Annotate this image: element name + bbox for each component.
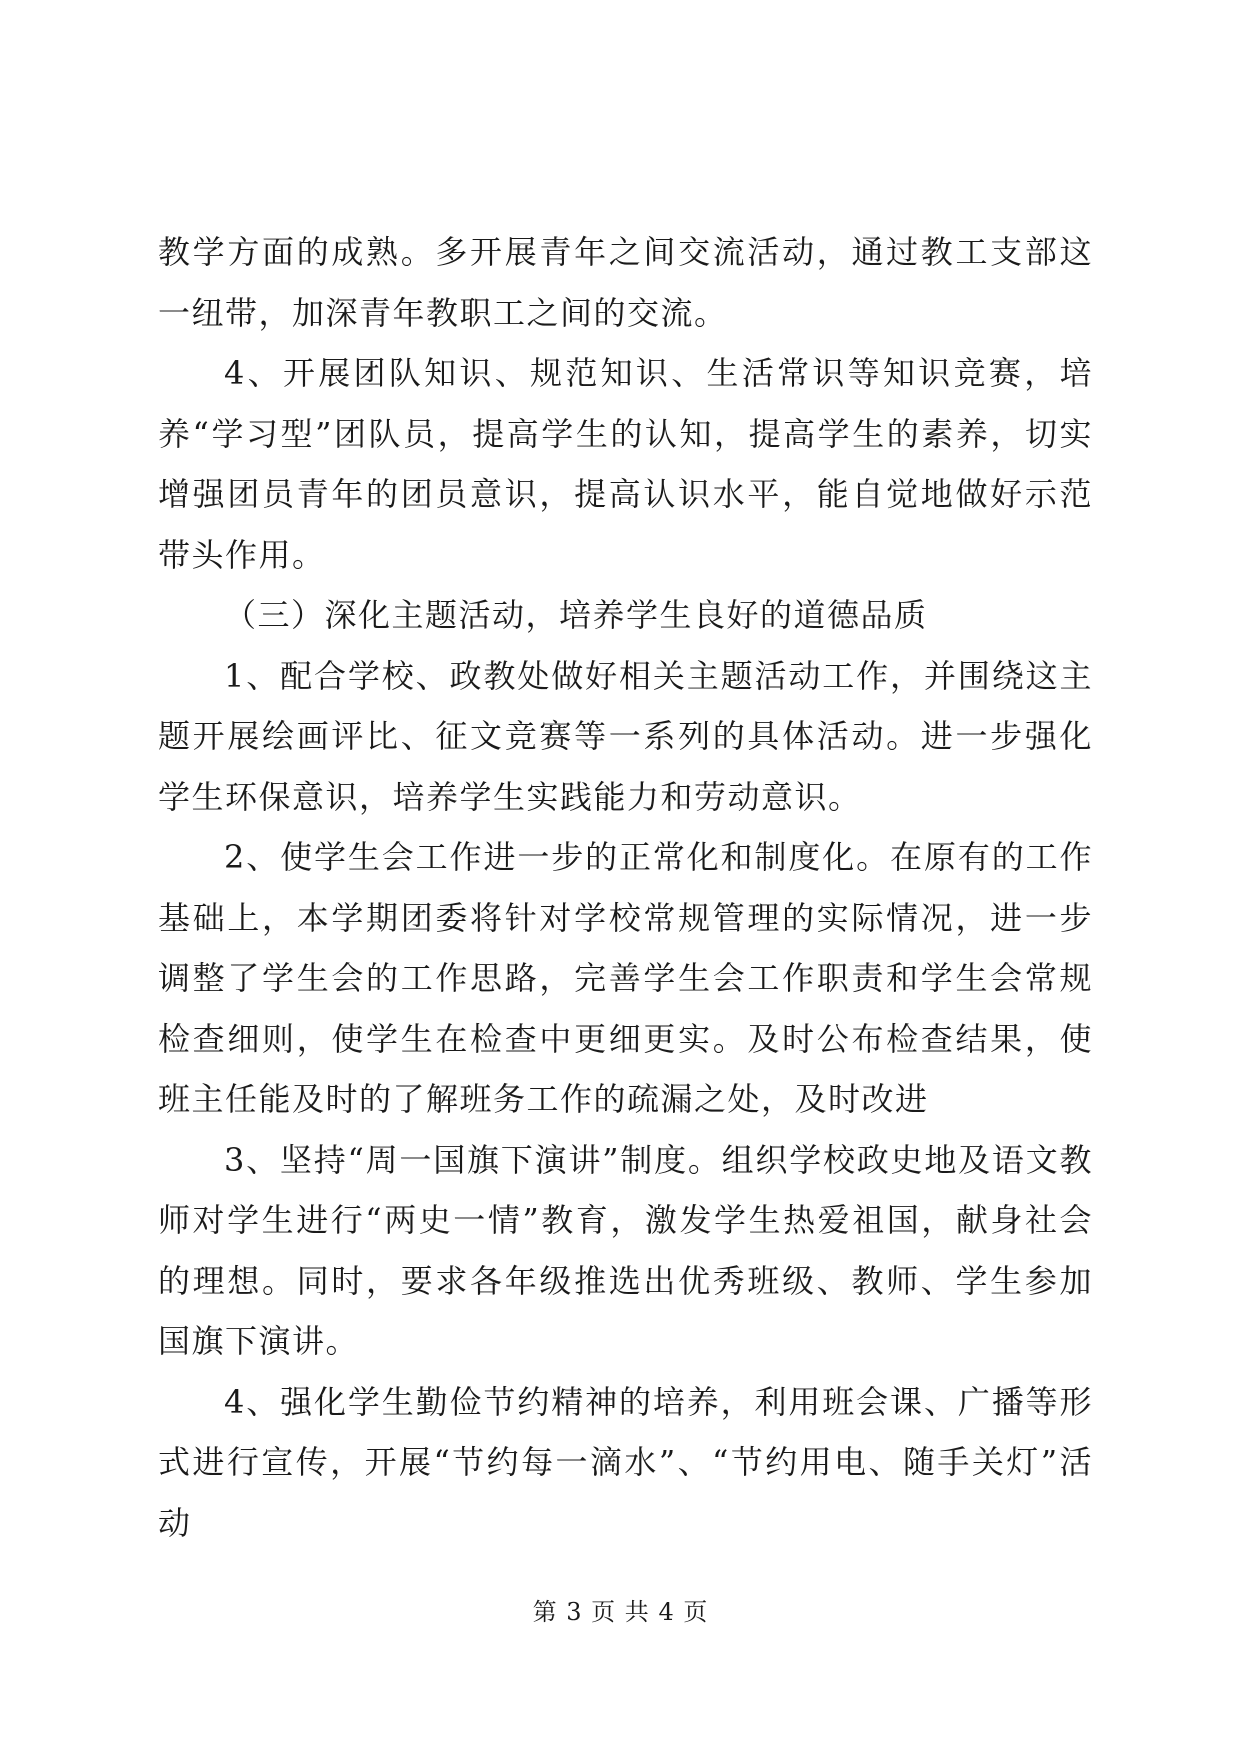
paragraph-3: 1、配合学校、政教处做好相关主题活动工作，并围绕这主题开展绘画评比、征文竞赛等一系列的具体活动。进一步强化学生环保意识，培养学生实践能力和劳动意识。 — [158, 656, 1093, 816]
paragraph-5: 3、坚持“周一国旗下演讲”制度。组织学校政史地及语文教师对学生进行“两史一情”教育，激发学生热爱祖国，献身社会的理想。同时，要求各年级推选出优秀班级、教师、学生参加国旗下演讲。 — [158, 1140, 1093, 1360]
paragraph-2: 4、开展团队知识、规范知识、生活常识等知识竞赛，培养“学习型”团队员，提高学生的认知，提高学生的素养，切实增强团员青年的团员意识，提高认识水平，能自觉地做好示范带头作用。 — [158, 354, 1093, 574]
paragraph-1: 教学方面的成熟。多开展青年之间交流活动，通过教工支部这一纽带，加深青年教职工之间的交流。 — [158, 233, 1093, 332]
paragraph-6: 4、强化学生勤俭节约精神的培养，利用班会课、广播等形式进行宣传，开展“节约每一滴水”、“节约用电、随手关灯”活动 — [158, 1382, 1093, 1542]
paragraph-4: 2、使学生会工作进一步的正常化和制度化。在原有的工作基础上，本学期团委将针对学校常规管理的实际情况，进一步调整了学生会的工作思路，完善学生会工作职责和学生会常规检查细则，使学生在检查中更细更实。及时公布检查结果，使班主任能及时的了解班务工作的疏漏之处，及时改进 — [158, 838, 1093, 1118]
page-number-footer: 第 3 页 共 4 页 — [532, 1598, 709, 1626]
document-body — [158, 222, 1093, 1553]
section-heading: （三）深化主题活动，培养学生良好的道德品质 — [224, 596, 928, 634]
